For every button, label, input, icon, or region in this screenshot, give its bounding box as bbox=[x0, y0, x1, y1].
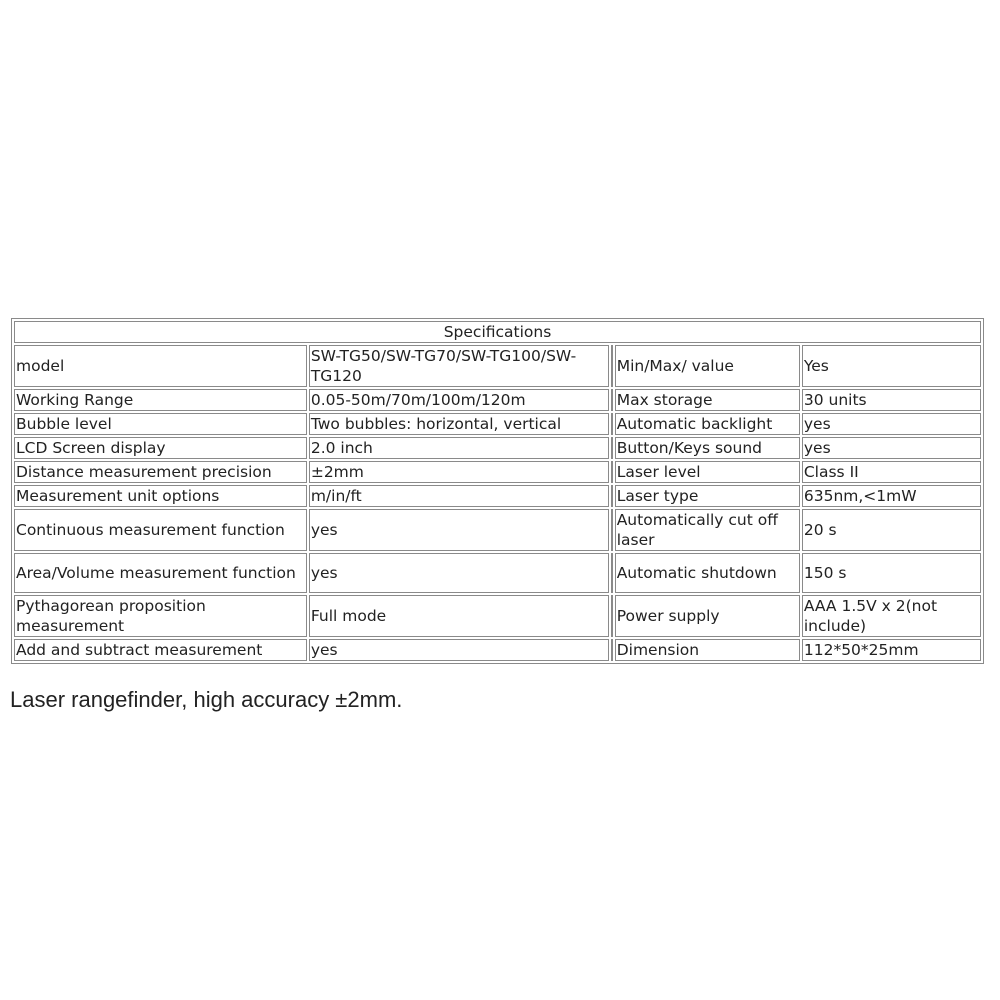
column-separator bbox=[611, 595, 613, 637]
spec-label-left: Add and subtract measurement bbox=[14, 639, 307, 661]
spec-value-left: 0.05-50m/70m/100m/120m bbox=[309, 389, 609, 411]
spec-value-right: 150 s bbox=[802, 553, 981, 593]
table-title-row bbox=[14, 321, 981, 343]
table-row bbox=[14, 639, 981, 661]
spec-value-left: ±2mm bbox=[309, 461, 609, 483]
spec-label-right: Min/Max/ value bbox=[615, 345, 800, 387]
spec-label-left: Bubble level bbox=[14, 413, 307, 435]
spec-label-right: Automatic shutdown bbox=[615, 553, 800, 593]
spec-label-left: Continuous measurement function bbox=[14, 509, 307, 551]
table-row bbox=[14, 389, 981, 411]
column-separator bbox=[611, 461, 613, 483]
spec-value-left: yes bbox=[309, 553, 609, 593]
spec-label-left: Distance measurement precision bbox=[14, 461, 307, 483]
spec-value-right: yes bbox=[802, 437, 981, 459]
spec-value-left: 2.0 inch bbox=[309, 437, 609, 459]
column-separator bbox=[611, 509, 613, 551]
spec-label-right: Automatic backlight bbox=[615, 413, 800, 435]
spec-table-container bbox=[11, 318, 984, 664]
table-title: Specifications bbox=[14, 321, 981, 343]
spec-label-left: Working Range bbox=[14, 389, 307, 411]
spec-label-right: Automatically cut off laser bbox=[615, 509, 800, 551]
table-row bbox=[14, 413, 981, 435]
spec-value-left: m/in/ft bbox=[309, 485, 609, 507]
spec-value-right: 112*50*25mm bbox=[802, 639, 981, 661]
column-separator bbox=[611, 345, 613, 387]
spec-label-right: Laser level bbox=[615, 461, 800, 483]
spec-label-left: Pythagorean proposition measurement bbox=[14, 595, 307, 637]
spec-label-left: model bbox=[14, 345, 307, 387]
column-separator bbox=[611, 437, 613, 459]
table-row bbox=[14, 345, 981, 387]
specifications-table-body bbox=[14, 321, 981, 661]
spec-value-right: 20 s bbox=[802, 509, 981, 551]
column-separator bbox=[611, 485, 613, 507]
column-separator bbox=[611, 553, 613, 593]
spec-value-left: Full mode bbox=[309, 595, 609, 637]
spec-label-right: Power supply bbox=[615, 595, 800, 637]
specifications-table bbox=[11, 318, 984, 664]
table-row bbox=[14, 553, 981, 593]
spec-label-right: Laser type bbox=[615, 485, 800, 507]
spec-label-left: Measurement unit options bbox=[14, 485, 307, 507]
spec-value-right: Yes bbox=[802, 345, 981, 387]
product-caption: Laser rangefinder, high accuracy ±2mm. bbox=[10, 687, 403, 712]
spec-label-right: Max storage bbox=[615, 389, 800, 411]
spec-label-left: Area/Volume measurement function bbox=[14, 553, 307, 593]
spec-value-right: 30 units bbox=[802, 389, 981, 411]
column-separator bbox=[611, 413, 613, 435]
spec-value-right: yes bbox=[802, 413, 981, 435]
spec-label-right: Dimension bbox=[615, 639, 800, 661]
spec-label-left: LCD Screen display bbox=[14, 437, 307, 459]
column-separator bbox=[611, 639, 613, 661]
column-separator bbox=[611, 389, 613, 411]
spec-value-right: 635nm,<1mW bbox=[802, 485, 981, 507]
spec-label-right: Button/Keys sound bbox=[615, 437, 800, 459]
spec-value-left: yes bbox=[309, 639, 609, 661]
spec-value-right: AAA 1.5V x 2(not include) bbox=[802, 595, 981, 637]
spec-value-left: Two bubbles: horizontal, vertical bbox=[309, 413, 609, 435]
table-row bbox=[14, 509, 981, 551]
table-row bbox=[14, 461, 981, 483]
spec-value-right: Class II bbox=[802, 461, 981, 483]
spec-value-left: SW-TG50/SW-TG70/SW-TG100/SW-TG120 bbox=[309, 345, 609, 387]
spec-value-left: yes bbox=[309, 509, 609, 551]
table-row bbox=[14, 595, 981, 637]
table-row bbox=[14, 437, 981, 459]
table-row bbox=[14, 485, 981, 507]
